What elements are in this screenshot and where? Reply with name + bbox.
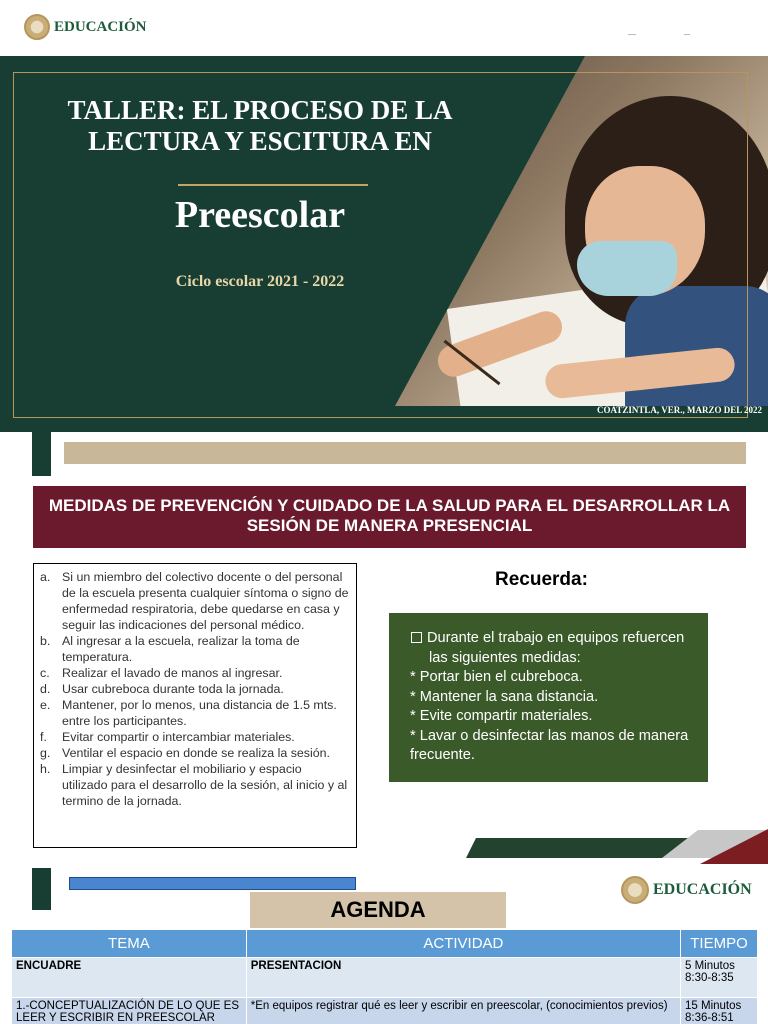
agenda-table [11, 929, 758, 1024]
corner-tab [32, 868, 56, 910]
column-header: ACTIVIDAD [246, 930, 680, 958]
national-seal-icon [24, 14, 50, 40]
table-cell: PRESENTACION [246, 958, 680, 998]
reminder-box [389, 613, 708, 782]
corner-tab [32, 432, 56, 476]
list-item: d. Usar cubreboca durante toda la jornada. [40, 682, 284, 696]
blue-bar [69, 877, 356, 890]
reminder-intro: Durante el trabajo en equipos refuercen las siguientes medidas: [427, 630, 685, 666]
reminder-point: * Lavar o desinfectar las manos de manera frecuente. [410, 727, 689, 763]
reminder-point: * Evite compartir materiales. [410, 708, 593, 724]
table-row [12, 958, 758, 998]
list-item: c. Realizar el lavado de manos al ingresar. [40, 666, 283, 680]
list-item: b. Al ingresar a la escuela, realizar la toma de temperatura. [40, 634, 300, 664]
reminder-point: * Portar bien el cubreboca. [410, 669, 583, 685]
national-seal-icon [621, 876, 649, 904]
reminder-title: Recuerda: [495, 569, 588, 590]
table-cell: *En equipos registrar qué es leer y escribir en preescolar, (conocimientos previos) [246, 998, 680, 1024]
logo-text: EDUCACIÓN [653, 881, 752, 898]
logo-text: EDUCACIÓN [54, 18, 147, 35]
school-cycle: Ciclo escolar 2021 - 2022 [175, 273, 345, 290]
table-cell: 1.-CONCEPTUALIZACIÓN DE LO QUE ES LEER Y ESCRIBIR EN PREESCOLAR [12, 998, 247, 1024]
table-cell: 15 Minutos 8:36-8:51 [681, 998, 758, 1024]
header-strip [0, 0, 768, 56]
measures-list [33, 563, 357, 848]
table-row [12, 998, 758, 1024]
agenda-slide [0, 864, 768, 1024]
workshop-title: TALLER: EL PROCESO DE LA LECTURA Y ESCITURA EN [67, 95, 453, 156]
place-date: COATZINTLA, VER., MARZO DEL 2022 [597, 405, 762, 415]
faint-mark [628, 30, 690, 40]
reminder-point: * Mantener la sana distancia. [410, 688, 599, 705]
table-cell: 5 Minutos 8:30-8:35 [681, 958, 758, 998]
tan-bar [64, 442, 746, 464]
table-header-row [12, 930, 758, 958]
list-item: h. Limpiar y desinfectar el mobiliario y espacio utilizado para el desarrollo de la sesión, al inicio y al termino de la jornada. [40, 762, 348, 808]
health-measures-slide [0, 432, 768, 864]
table-cell: ENCUADRE [12, 958, 247, 998]
checkbox-icon [411, 632, 422, 643]
workshop-subtitle: Preescolar [174, 194, 346, 236]
column-header: TEMA [12, 930, 247, 958]
sep-logo [621, 876, 752, 904]
column-header: TIEMPO [681, 930, 758, 958]
title-divider [178, 184, 368, 186]
sep-logo [24, 14, 147, 40]
cover-slide [0, 0, 768, 432]
list-item: a. Si un miembro del colectivo docente o del personal de la escuela presenta cualquier síntoma o signo de enfermedad respiratoria, debe quedarse en casa y seguir las indicaciones del personal médico. [40, 570, 349, 632]
list-item: g. Ventilar el espacio en donde se realiza la sesión. [40, 746, 330, 760]
agenda-title: AGENDA [250, 892, 506, 928]
list-item: f. Evitar compartir o intercambiar materiales. [40, 730, 295, 744]
list-item: e. Mantener, por lo menos, una distancia de 1.5 mts. entre los participantes. [40, 698, 337, 728]
measures-heading: MEDIDAS DE PREVENCIÓN Y CUIDADO DE LA SALUD PARA EL DESARROLLAR LA SESIÓN DE MANERA PRESENCIAL [33, 486, 746, 548]
